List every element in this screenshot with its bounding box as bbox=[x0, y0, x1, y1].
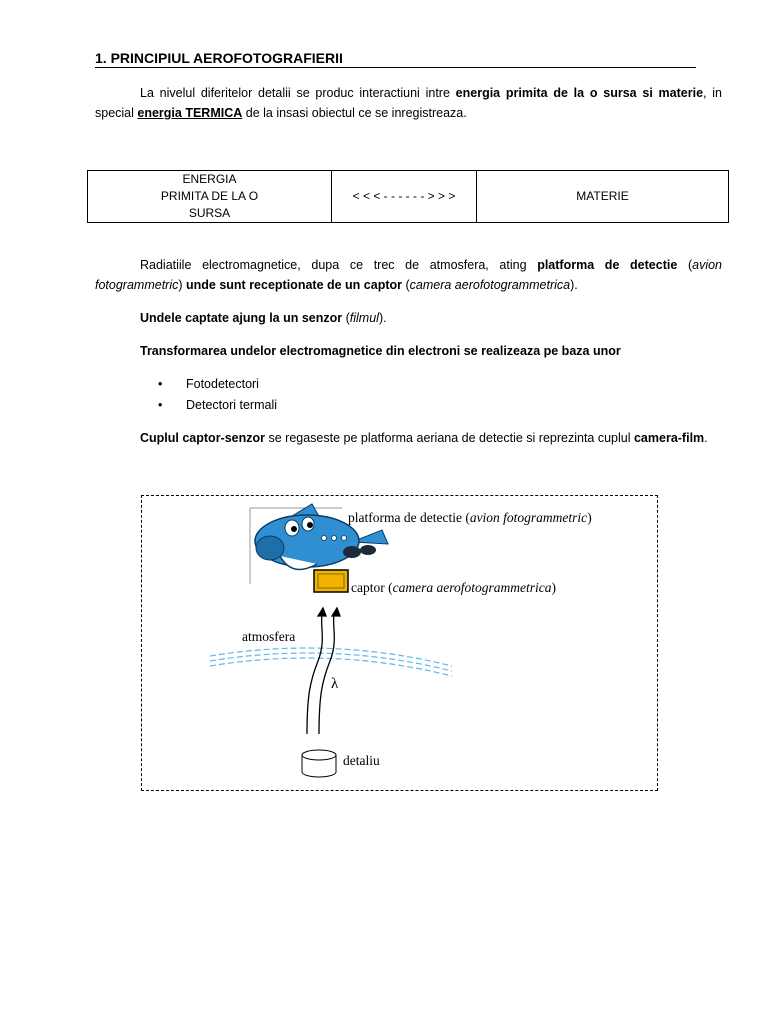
p3-text-2: ). bbox=[378, 311, 387, 325]
table-cell-arrows: < < < - - - - - - > > > bbox=[332, 171, 477, 223]
energy-line-2: PRIMITA DE LA O bbox=[160, 189, 259, 203]
captor-label bbox=[351, 580, 556, 596]
p5-text-2: . bbox=[704, 431, 708, 445]
diagram-drawing bbox=[142, 496, 657, 790]
intro-text-2: , in special bbox=[95, 86, 722, 120]
captor-italic: camera aerofotogrammetrica bbox=[392, 580, 552, 595]
table-cell-matter: MATERIE bbox=[477, 171, 729, 223]
sensor-paragraph bbox=[140, 308, 725, 328]
energy-matter-table bbox=[87, 170, 729, 223]
p5-bold-2: camera-film bbox=[633, 431, 705, 445]
p2-text-1: Radiatiile electromagnetice, dupa ce trec de atmosfera, ating bbox=[140, 258, 538, 272]
list-item: • Fotodetectori bbox=[158, 374, 277, 395]
p3-text-1: ( bbox=[342, 311, 350, 325]
list-item: • Detectori termali bbox=[158, 395, 277, 416]
p2-italic-2: camera aerofotogrammetrica bbox=[409, 278, 571, 292]
platform-label bbox=[348, 510, 592, 526]
p3-italic-1: filmul bbox=[349, 311, 379, 325]
section-heading: 1. PRINCIPIUL AEROFOTOGRAFIERII bbox=[95, 50, 696, 68]
p2-text-5: ). bbox=[570, 278, 578, 292]
p5-bold-1: Cuplul captor-senzor bbox=[140, 431, 266, 445]
p2-italic-1: avion fotogrammetric bbox=[95, 258, 723, 292]
atmosphere-label: atmosfera bbox=[242, 629, 296, 644]
lambda-label: λ bbox=[331, 676, 339, 692]
p2-text-2: ( bbox=[677, 258, 693, 272]
p5-text-1: se regaseste pe platforma aeriana de detectie si reprezinta cuplul bbox=[265, 431, 634, 445]
p3-bold-1: Undele captate ajung la un senzor bbox=[140, 311, 343, 325]
captor-box bbox=[314, 570, 348, 592]
table-cell-energy bbox=[88, 171, 332, 223]
intro-bold-1: energia primita de la o sursa si materie bbox=[455, 86, 704, 100]
platform-close: ) bbox=[587, 510, 592, 525]
captor-text: captor ( bbox=[351, 580, 393, 595]
transform-paragraph: Transformarea undelor electromagnetice din electroni se realizeaza pe baza unor bbox=[140, 344, 621, 358]
captor-close: ) bbox=[551, 580, 556, 595]
aerophoto-diagram bbox=[141, 495, 658, 791]
detector-list bbox=[158, 374, 277, 416]
platform-italic: avion fotogrammetric bbox=[469, 510, 588, 525]
energy-line-1: ENERGIA bbox=[182, 172, 237, 186]
radiation-arrows bbox=[307, 608, 340, 734]
p2-text-3: ) bbox=[178, 278, 186, 292]
atmosphere-band bbox=[210, 648, 452, 676]
p2-bold-2: unde sunt receptionate de un captor bbox=[186, 278, 402, 292]
detail-object bbox=[302, 750, 336, 777]
intro-text-3: de la insasi obiectul ce se inregistreaza. bbox=[242, 106, 467, 120]
intro-text-1: La nivelul diferitelor detalii se produc interactiuni intre bbox=[140, 86, 456, 100]
couple-paragraph bbox=[140, 428, 730, 448]
detail-label: detaliu bbox=[343, 753, 380, 768]
p2-text-4: ( bbox=[402, 278, 410, 292]
radiation-paragraph bbox=[95, 255, 722, 295]
platform-text: platforma de detectie ( bbox=[348, 510, 470, 525]
intro-bold-underlined: energia TERMICA bbox=[137, 106, 243, 120]
energy-line-3: SURSA bbox=[188, 206, 231, 220]
p2-bold-1: platforma de detectie bbox=[537, 258, 678, 272]
intro-paragraph bbox=[95, 83, 722, 123]
